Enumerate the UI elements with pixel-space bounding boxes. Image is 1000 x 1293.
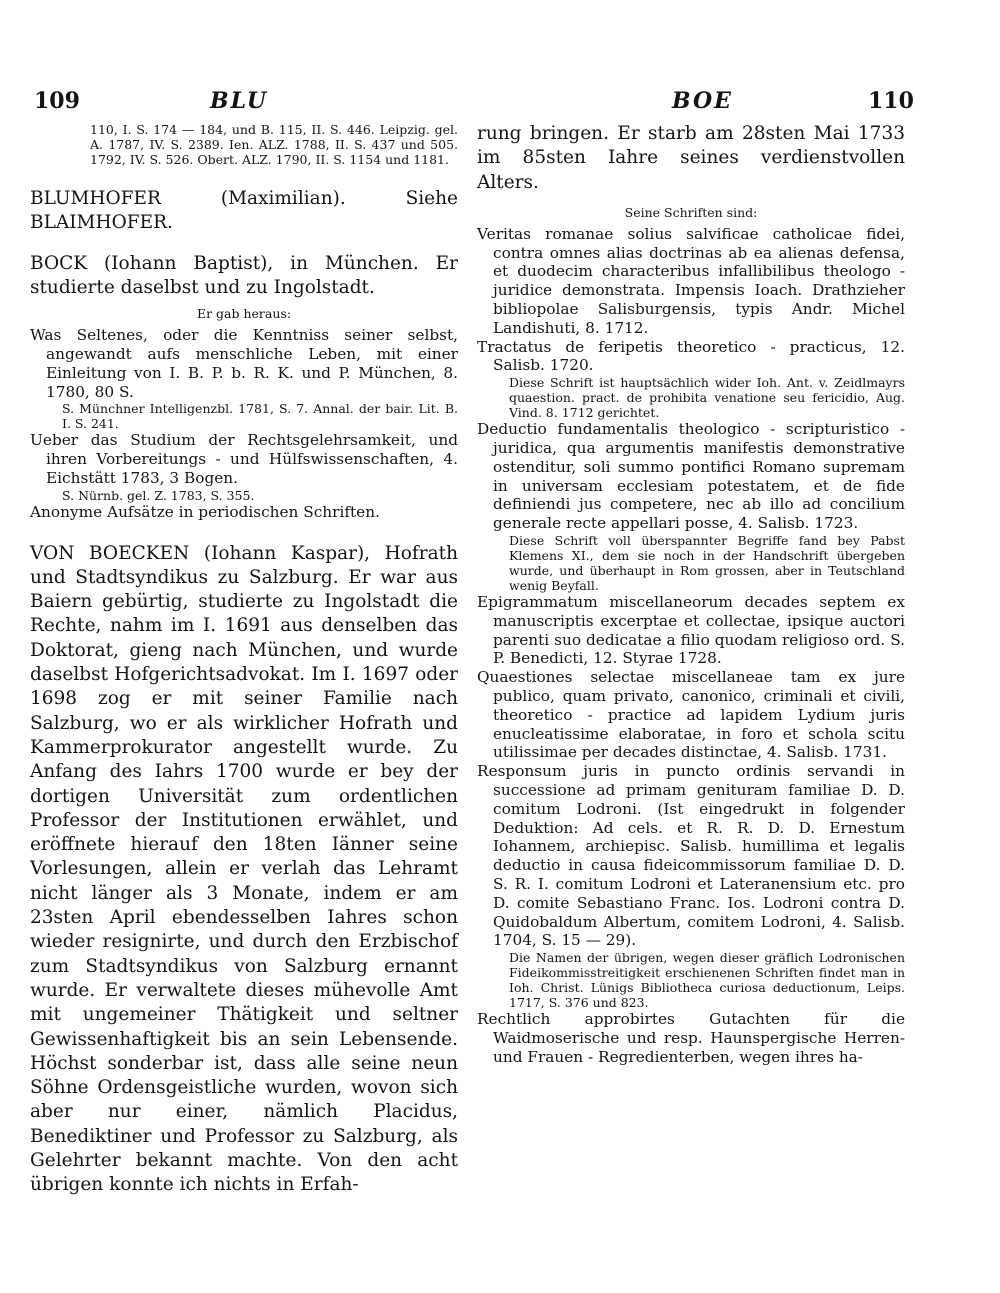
bibliography-item: Anonyme Aufsätze in periodischen Schriften. xyxy=(30,502,380,521)
left-column xyxy=(30,122,458,1198)
reference-note: Diese Schrift voll überspannter Begriffe fand bey Pabst Klemens XI., dem sie noch in der Handschrift übergeben wurde, und überhaupt in Rom grossen, aber in Teutschland wenig Beyfall. xyxy=(509,533,905,594)
reference-note: 110, I. S. 174 — 184, und B. 115, II. S. 446. Leipzig. gel. A. 1787, IV. S. 2389. Ien. ALZ. 1788, II. S. 437 und 505. 1792, IV. S. 526. Obert. ALZ. 1790, II. S. 1154 und 1181. xyxy=(90,122,458,167)
reference-note: S. Münchner Intelligenzbl. 1781, S. 7. Annal. der bair. Lit. B. I. S. 241. xyxy=(62,401,458,432)
bibliography-item: Tractatus de feripetis theoretico - practicus, 12. Salisb. 1720. xyxy=(477,337,905,375)
right-running-head: BOE xyxy=(672,88,733,114)
entry-blumhofer: BLUMHOFER (Maximilian). Siehe BLAIMHOFER. xyxy=(30,188,458,234)
left-running-head: BLU xyxy=(210,88,269,114)
entry-bock: BOCK (Iohann Baptist), in München. Er studierte daselbst und zu Ingolstadt. xyxy=(30,252,458,298)
bibliography-item: Was Seltenes, oder die Kenntniss seiner selbst, angewandt aufs menschliche Leben, mit einer Einleitung von I. B. P. b. R. K. und P. München, 8. 1780, 80 S. xyxy=(30,326,458,401)
reference-note: S. Nürnb. gel. Z. 1783, S. 355. xyxy=(62,487,255,503)
works-caption: Er gab heraus: xyxy=(196,306,292,322)
bibliography-item: Quaestiones selectae miscellaneae tam ex jure publico, quam privato, canonico, criminali et civili, theoretico - practice ad lapidem Lydium juris enucleatissime elaboratae, in foro et schola scitu utilissimae per decades distinctae, 4. Salisb. 1731. xyxy=(477,668,905,762)
left-page-number: 109 xyxy=(34,88,80,114)
bibliography-item: Rechtlich approbirtes Gutachten für die Waidmoserische und resp. Haunspergische Herren- und Frauen - Regredienterben, wegen ihres ha- xyxy=(477,1010,905,1066)
bibliography-item: Ueber das Studium der Rechtsgelehrsamkeit, und ihren Vorbereitungs - und Hülfswissenschaften, 4. Eichstätt 1783, 3 Bogen. xyxy=(30,431,458,487)
bibliography-item: Responsum juris in puncto ordinis servandi in successione ad primam genituram familiae D. D. comitum Lodroni. (Ist eingedrukt in folgender Deduktion: Ad cels. et R. R. D. D. Ernestum Iohannem, archiepisc. Salisb. humillima et legalis deductio in causa fideicommissorum familiae D. D. S. R. I. comitum Lodroni et Lateranensium etc. pro D. comite Sebastiano Franc. Ios. Lodroni contra D. Quidobaldum Albertum, comitem Lodroni, 4. Salisb. 1704, S. 15 — 29). xyxy=(477,762,905,950)
works-caption: Seine Schriften sind: xyxy=(624,204,758,220)
entry-boecken: VON BOECKEN (Iohann Kaspar), Hofrath und Stadtsyndikus zu Salzburg. Er war aus Baiern gebürtig, studierte zu Ingolstadt die Rechte, nahm im I. 1691 aus denselben das Doktorat, gieng nach München, und wurde daselbst Hofgerichtsadvokat. Im I. 1697 oder 1698 zog er mit seiner Familie nach Salzburg, wo er als wirklicher Hofrath und Kammerprokurator angestellt wurde. Zu Anfang des Iahrs 1700 wurde er bey der dortigen Universität zum ordentlichen Professor der Institutionen erwählet, und eröffnete hierauf den 18ten Iänner seine Vorlesungen, allein er verlah das Lehramt nicht länger als 3 Monate, indem er am 23sten April ebendesselben Iahres schon wieder resignirte, und durch den Erzbischof zum Stadtsyndikus von Salzburg ernannt wurde. Er verwaltete dieses mühevolle Amt mit ungemeiner Thätigkeit und seltner Gewissenhaftigkeit bis an sein Lebensende. Höchst sonderbar ist, dass alle seine neun Söhne Ordensgeistliche wurden, wovon sich aber nur einer, nämlich Placidus, Benediktiner und Professor zu Salzburg, als Gelehrter bekannt machte. Von den acht übrigen konnte ich nichts in Erfah- xyxy=(30,542,458,1196)
right-column xyxy=(477,122,905,1067)
bibliography-item: Epigrammatum miscellaneorum decades septem ex manuscriptis excerptae et collectae, ipsique auctori parenti suo dedicatae a filio quodam religioso ord. S. P. Benedicti, 12. Styrae 1728. xyxy=(477,593,905,668)
bibliography-item: Veritas romanae solius salvificae catholicae fidei, contra omnes alias doctrinas ab ea alienas defensa, et duodecim characteribus infallibilibus theologo - juridice demonstrata. Impensis Ioach. Drathzieher bibliopolae Salisburgensis, typis Andr. Michel Landishuti, 8. 1712. xyxy=(477,224,905,337)
reference-note: Diese Schrift ist hauptsächlich wider Ioh. Ant. v. Zeidlmayrs quaestion. pract. de prohibita venatione seu fericidio, Aug. Vind. 8. 1712 gerichtet. xyxy=(509,375,905,421)
bibliography-item: Deductio fundamentalis theologico - scripturistico - juridica, qua argumentis manifestis demonstrative ostenditur, soli summo pontifici Romano supremam in universam ecclesiam potestatem, et de fide definiendi jus competere, nec ab illo ad concilium generale recte appellari posse, 4. Salisb. 1723. xyxy=(477,420,905,533)
right-page-number: 110 xyxy=(868,88,914,114)
biography-continuation: rung bringen. Er starb am 28sten Mai 1733 im 85sten Iahre seines verdienstvollen Alters. xyxy=(477,123,905,193)
reference-note: Die Namen der übrigen, wegen dieser gräflich Lodronischen Fideikommisstreitigkeit erschienenen Schriften findet man in Ioh. Christ. Lünigs Bibliotheca curiosa deductionum, Leips. 1717, S. 376 und 823. xyxy=(509,950,905,1011)
